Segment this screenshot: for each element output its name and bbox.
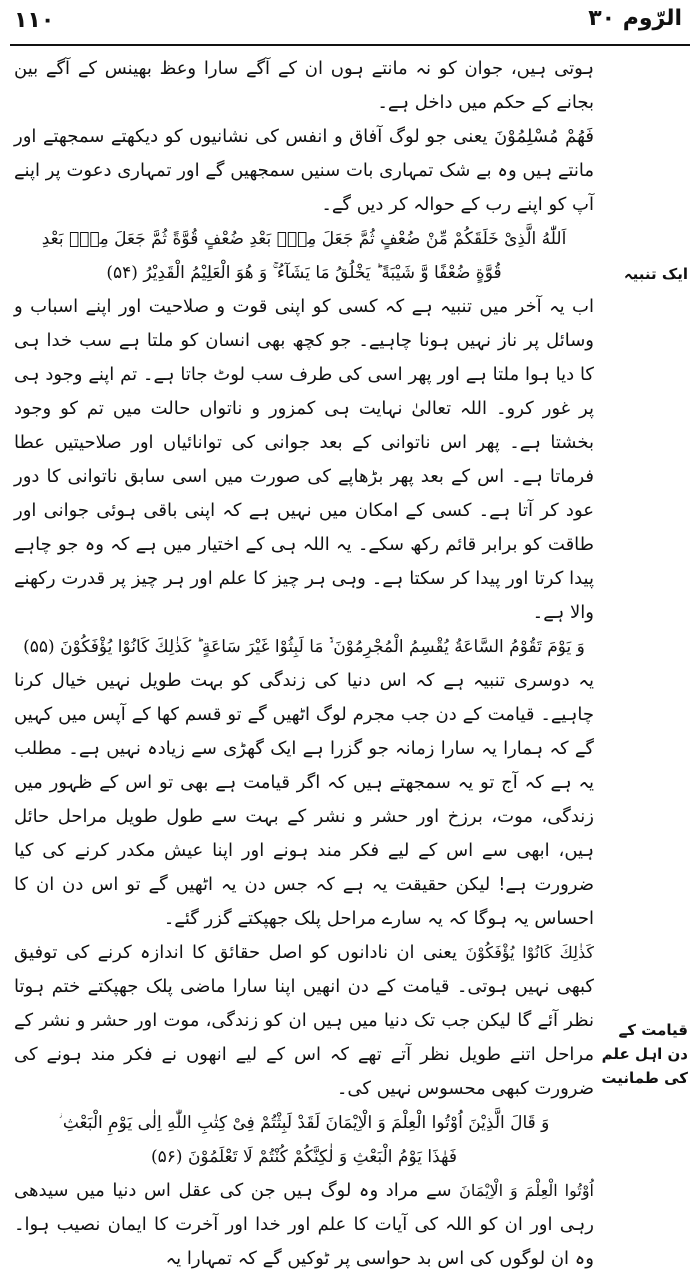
verse-55: وَ یَوْمَ تَقُوْمُ السَّاعَةُ یُقْسِمُ الْمُجْرِمُوْنَ ۙ۬ مَا لَبِثُوْا غَیْرَ سَاعَةٍ ؕ كَذٰلِكَ كَانُوْا یُؤْفَكُوْنَ (۵۵)	[23, 637, 585, 657]
verse-54-line-2: قُوَّةٍ ضُعْفًا وَّ شَیْبَةً ؕ یَخْلُقُ مَا یَشَآءُ ۚ وَ هُوَ الْعَلِیْمُ الْقَدِیْرُ (۵۴)	[106, 263, 502, 283]
paragraph-6-text: سے مراد وہ لوگ ہیں جن کی عقل اس دنیا میں سیدھی رہی اور ان کو اللہ کی آیات کا علم اور خدا اور آخرت کا ایمان نصیب ہوا۔ وہ ان لوگوں کی اس بد حواسی پر ٹوکیں گے کہ تمہارا یہ	[14, 1180, 594, 1269]
paragraph-2: فَهُمْ مُسْلِمُوْنَ یعنی جو لوگ آفاق و انفس کی نشانیوں کو دیکھتے سمجھتے اور مانتے ہیں وہ بے شک تمہاری بات سنیں سمجھیں گے اور تمہاری دعوت پر اپنے آپ کو اپنے رب کے حوالہ کر دیں گے۔	[14, 126, 594, 215]
margin-note-day-of-judgment: قیامت کے دن اہل علم کی طمانیت	[601, 1021, 688, 1087]
verse-56-line-1: وَ قَالَ الَّذِیْنَ اُوْتُوا الْعِلْمَ وَ الْاِیْمَانَ لَقَدْ لَبِثْتُمْ فِیْ كِتٰبِ اللّٰهِ اِلٰی یَوْمِ الْبَعْثِ ؗ	[58, 1113, 550, 1133]
verse-54	[14, 222, 594, 290]
verse-56	[14, 1106, 594, 1174]
paragraph-3: اب یہ آخر میں تنبیہ ہے کہ کسی کو اپنی قوت و صلاحیت اور اپنے اسباب و وسائل پر ناز نہیں ہونا چاہیے۔ جو کچھ بھی انسان کو ملتا ہے سب خدا ہی کا دیا ہوا ملتا ہے اور پھر اسی کی طرف سب لوٹ جاتا ہے۔ تم اپنے وجود ہی پر غور کرو۔ اللہ تعالیٰ نہایت ہی کمزور و ناتواں حالت میں تم کو وجود بخشتا ہے۔ پھر اس ناتوانی کے بعد جوانی کی توانائیاں اور صلاحیتیں عطا فرماتا ہے۔ اس کے بعد پھر بڑھاپے کی صورت میں اسی سابق ناتوانی کا دور عود کر آتا ہے۔ کسی کے امکان میں نہیں ہے کہ اپنی باقی ہوئی جوانی اور طاقت کو برابر قائم رکھ سکے۔ یہ اللہ ہی کے اختیار میں ہے کہ وہ جو چاہے پیدا کرتا اور پیدا کر سکتا ہے۔ وہی ہر چیز کا علم اور ہر چیز پر قدرت رکھنے والا ہے۔	[14, 296, 594, 623]
commentary-body	[14, 52, 594, 1276]
paragraph-6-quote: اُوْتُوا الْعِلْمَ وَ الْاِیْمَانَ	[459, 1181, 594, 1200]
paragraph-5-quote: كَذٰلِكَ كَانُوْا یُؤْفَكُوْنَ	[465, 943, 594, 962]
margin-note-warning: ایک تنبیہ	[623, 265, 688, 283]
verse-56-line-2: فَهٰذَا یَوْمُ الْبَعْثِ وَ لٰكِنَّكُمْ كُنْتُمْ لَا تَعْلَمُوْنَ (۵۶)	[151, 1147, 457, 1167]
paragraph-4: یہ دوسری تنبیہ ہے کہ اس دنیا کی زندگی کو بہت طویل نہیں خیال کرنا چاہیے۔ قیامت کے دن جب مجرم لوگ اٹھیں گے تو قسم کھا کے آپس میں کہیں گے کہ ہمارا یہ سارا زمانہ جو گزرا ہے ایک گھڑی سے زیادہ نہیں ہے۔ مطلب یہ ہے کہ آج تو یہ سمجھتے ہیں کہ اگر قیامت ہے بھی تو اس کے ظہور میں زندگی، موت، برزخ اور حشر و نشر کے بہت سے طول طویل مراحل حائل ہیں، ابھی سے اس کے لیے فکر مند ہونے اور اپنا عیش مکدر کرنے کی کیا ضرورت ہے! لیکن حقیقت یہ ہے کہ جس دن یہ اٹھیں گے تو اس دن ان کا احساس یہ ہوگا کہ یہ سارے مراحل پلک جھپکتے گزر گئے۔	[14, 670, 594, 929]
paragraph-5	[14, 936, 594, 1106]
verse-54-line-1: اَللّٰهُ الَّذِیْ خَلَقَكُمْ مِّنْ ضُعْفٍ ثُمَّ جَعَلَ مِنْۢ بَعْدِ ضُعْفٍ قُوَّةً ثُمَّ جَعَلَ مِنْۢ بَعْدِ	[41, 229, 567, 249]
paragraph-1: ہوتی ہیں، جوان کو نہ مانتے ہوں ان کے آگے سارا وعظ بھینس کے آگے بین بجانے کے حکم میں داخل ہے۔	[14, 58, 594, 113]
paragraph-5-text: یعنی ان نادانوں کو اصل حقائق کا اندازہ کرنے کی توفیق کبھی نہیں ہوتی۔ قیامت کے دن انھیں اپنا سارا ماضی پلک جھپکتے ختم ہوتا نظر آئے گا لیکن جب تک دنیا میں ہیں ان کو زندگی، موت اور حشر و نشر کے مراحل اتنے طویل نظر آتے تھے کہ اس کے لیے انھوں نے فکر مند ہونے کی ضرورت کبھی محسوس نہیں کی۔	[14, 942, 594, 1099]
page-number: ۱۱۰	[14, 8, 55, 33]
paragraph-6	[14, 1174, 594, 1276]
surah-title: الرّوم ۳۰	[588, 6, 682, 31]
header-divider	[10, 44, 690, 46]
